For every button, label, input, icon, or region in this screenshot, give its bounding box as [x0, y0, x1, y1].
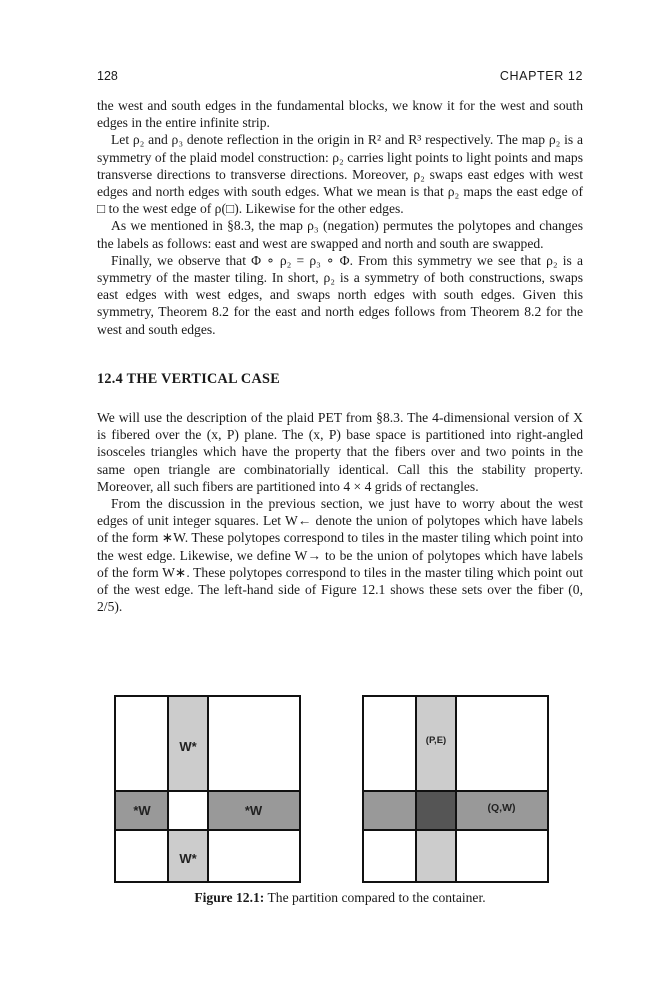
page-header — [97, 69, 583, 85]
label-w-star-top: W* — [179, 739, 197, 754]
label-star-w-left: *W — [133, 803, 151, 818]
label-star-w-right: *W — [244, 803, 263, 818]
paragraph: Finally, we observe that Φ ∘ ρ₂ = ρ₃ ∘ Φ. From this symmetry we see that ρ₂ is a symmetry of the master tiling. In short, ρ₂ is a symmetry of both constructions, swaps east edges with west edges, and swaps north edges with south edges. Given this symmetry, Theorem 8.2 for the east and north edges follows from Theorem 8.2 for the west and south edges. — [97, 252, 583, 337]
figure-right-panel — [362, 695, 549, 883]
section-title: 12.4 THE VERTICAL CASE — [97, 370, 280, 387]
paragraph: the west and south edges in the fundamental blocks, we know it for the west and south edges in the entire infinite strip. — [97, 98, 583, 131]
paragraph: Let ρ₂ and ρ₃ denote reflection in the origin in R² and R³ respectively. The map ρ₂ is a symmetry of the plaid model construction: ρ₂ carries light points to light points and maps transverse directions to transverse directions. Moreover, ρ₂ swaps east edges with west edges and north edges with south edges. What we mean is that ρ₂ maps the east edge of □ to the west edge of ρ(□). Likewise for the other edges. — [97, 132, 583, 217]
caption-label: Figure 12.1: — [194, 890, 265, 905]
right-center-cell — [416, 791, 456, 830]
label-w-star-bottom: W* — [179, 851, 197, 866]
page-body — [97, 97, 583, 615]
paragraph: As we mentioned in §8.3, the map ρ₃ (negation) permutes the polytopes and changes the labels as follows: east and west are swapped and north and south are swapped. — [97, 218, 583, 251]
paragraph: From the discussion in the previous section, we just have to worry about the west edges of unit integer squares. Let W← denote the union of polytopes which have labels of the form ∗W. These polytopes correspond to tiles in the master tiling which point into the west edge. Likewise, we define W→ to be the union of polytopes which have labels of the form W∗. These polytopes correspond to tiles in the master tiling which point out of the west edge. The left-hand side of Figure 12.1 shows these sets over the fiber (0, 2/5). — [97, 496, 583, 615]
label-q-w: (Q,W) — [487, 802, 516, 814]
paragraph: We will use the description of the plaid PET from §8.3. The 4-dimensional version of X is fibered over the (x, P) plane. The (x, P) base space is partitioned into right-angled isosceles triangles which have the property that the fibers over and two points in the same open triangle are combinatorially identical. Call this the stability property. Moreover, all such fibers are partitioned into 4 × 4 grids of rectangles. — [97, 410, 583, 494]
page-number: 128 — [97, 69, 118, 83]
chapter-title: CHAPTER 12 — [499, 69, 583, 83]
label-p-e: (P,E) — [425, 735, 447, 746]
figure-caption — [97, 890, 583, 906]
caption-text: The partition compared to the container. — [267, 890, 486, 905]
right-vertical-strip — [416, 697, 456, 881]
